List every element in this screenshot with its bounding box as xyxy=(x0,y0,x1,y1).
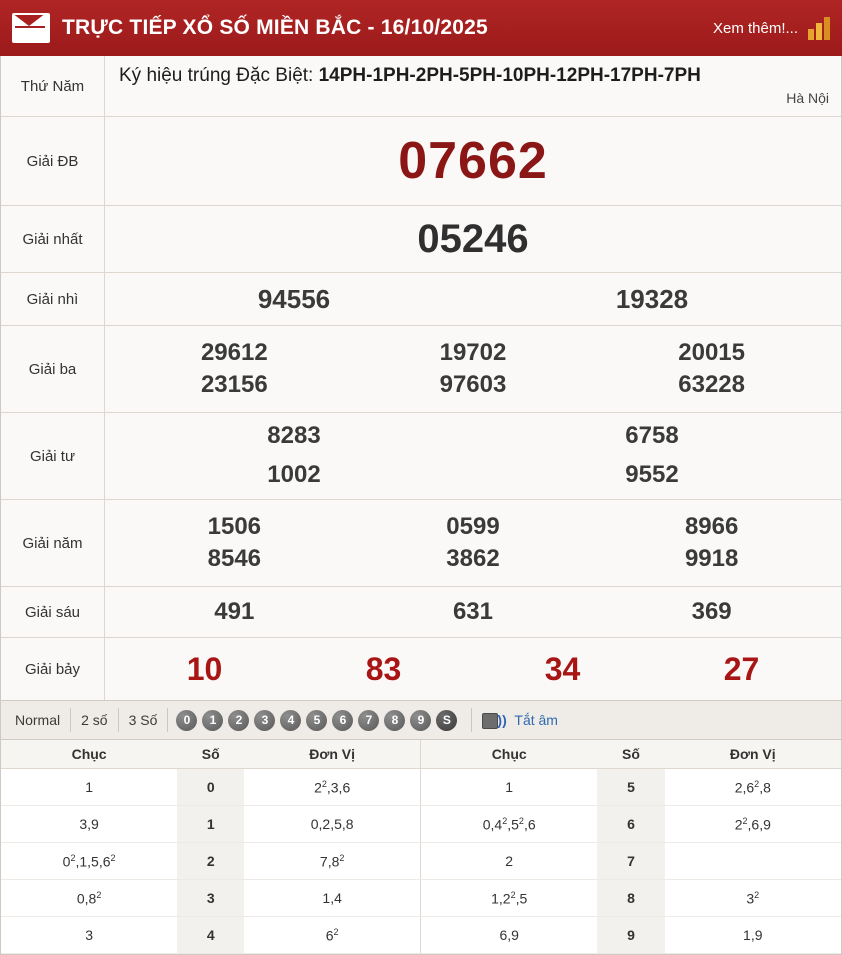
prize-values-seventh xyxy=(105,638,841,700)
prize-values-db xyxy=(105,117,841,205)
special-code-row xyxy=(1,56,841,117)
prize-values-fourth xyxy=(105,413,841,499)
cell-so: 4 xyxy=(177,917,244,954)
prize-number: 05246 xyxy=(417,216,529,261)
prize-values-first xyxy=(105,206,841,272)
app-header xyxy=(0,0,842,56)
prize-number: 8283 xyxy=(267,422,321,450)
prize-label-fifth: Giải năm xyxy=(1,500,105,586)
column-header-chuc: Chục xyxy=(1,740,177,769)
prize-number: 27 xyxy=(723,650,760,687)
mode-normal-button[interactable]: Normal xyxy=(7,708,71,732)
prize-label-seventh: Giải bảy xyxy=(1,638,105,700)
prize-number: 63228 xyxy=(678,371,745,398)
table-row xyxy=(421,806,841,843)
prize-values-second xyxy=(105,273,841,325)
cell-so: 9 xyxy=(597,917,664,954)
prize-number: 0599 xyxy=(446,512,500,540)
prize-row-seventh xyxy=(1,638,841,700)
cell-chuc: $0,8^2$ xyxy=(1,880,177,917)
digit-ball-9[interactable]: 9 xyxy=(410,710,431,731)
cell-chuc: $1,2^2,5$ xyxy=(421,880,597,917)
cell-chuc: 2 xyxy=(421,843,597,880)
digit-ball-7[interactable]: 7 xyxy=(358,710,379,731)
cell-donvi: $6^2$ xyxy=(244,917,420,954)
filter-3-digits-button[interactable]: 3 Số xyxy=(119,708,169,732)
cell-chuc: 6,9 xyxy=(421,917,597,954)
prize-number: 07662 xyxy=(398,132,548,190)
special-code-prefix: Ký hiệu trúng Đặc Biệt: xyxy=(119,65,314,86)
digit-ball-group xyxy=(168,710,465,731)
special-code-values: 14PH-1PH-2PH-5PH-10PH-12PH-17PH-7PH xyxy=(318,65,701,86)
cell-donvi: $2^2,6,9$ xyxy=(665,806,841,843)
cell-so: 1 xyxy=(177,806,244,843)
cell-donvi xyxy=(665,843,841,880)
prize-number: 1002 xyxy=(267,461,321,489)
prize-label-second: Giải nhì xyxy=(1,273,105,325)
cell-so: 7 xyxy=(597,843,664,880)
prize-number: 34 xyxy=(544,650,581,687)
digit-ball-8[interactable]: 8 xyxy=(384,710,405,731)
digit-ball-6[interactable]: 6 xyxy=(332,710,353,731)
table-row xyxy=(421,917,841,954)
table-row xyxy=(421,880,841,917)
cell-so: 3 xyxy=(177,880,244,917)
prize-number: 8546 xyxy=(207,545,262,572)
prize-number: 491 xyxy=(214,598,255,625)
prize-number: 19702 xyxy=(439,338,507,366)
column-header-so: Số xyxy=(177,740,244,769)
cell-so: 2 xyxy=(177,843,244,880)
mute-label: Tắt âm xyxy=(514,712,558,728)
prize-row-db xyxy=(1,117,841,206)
table-row xyxy=(1,843,421,880)
digit-stats-section xyxy=(0,740,842,955)
prize-number: 83 xyxy=(365,650,402,687)
prize-number: 631 xyxy=(452,598,493,625)
digit-ball-s[interactable]: S xyxy=(436,710,457,731)
cell-donvi: 1,4 xyxy=(244,880,420,917)
prize-label-first: Giải nhất xyxy=(1,206,105,272)
prize-number: 94556 xyxy=(257,283,331,314)
cell-donvi: $3^2$ xyxy=(665,880,841,917)
table-row xyxy=(421,769,841,806)
prize-number: 23156 xyxy=(200,371,268,398)
cell-donvi: $2,6^2,8$ xyxy=(665,769,841,806)
results-board xyxy=(0,56,842,700)
filter-toolbar xyxy=(0,700,842,740)
region-label: Hà Nội xyxy=(786,89,829,106)
cell-so: 5 xyxy=(597,769,664,806)
page-title: TRỰC TIẾP XỔ SỐ MIỀN BẮC - 16/10/2025 xyxy=(62,16,488,39)
table-row xyxy=(421,843,841,880)
column-header-so: Số xyxy=(597,740,664,769)
digit-ball-2[interactable]: 2 xyxy=(228,710,249,731)
cell-donvi: 0,2,5,8 xyxy=(244,806,420,843)
cell-chuc: 3,9 xyxy=(1,806,177,843)
column-header-chuc: Chục xyxy=(421,740,597,769)
cell-chuc: $0,4^2,5^2,6$ xyxy=(421,806,597,843)
cell-chuc: 1 xyxy=(421,769,597,806)
cell-so: 6 xyxy=(597,806,664,843)
prize-label-db: Giải ĐB xyxy=(1,117,105,205)
digit-ball-3[interactable]: 3 xyxy=(254,710,275,731)
prize-number: 9552 xyxy=(625,461,679,489)
column-header-donvi: Đơn Vị xyxy=(665,740,841,769)
stats-table-left xyxy=(1,740,421,954)
cell-chuc: 1 xyxy=(1,769,177,806)
prize-row-first xyxy=(1,206,841,273)
stats-table-right xyxy=(421,740,841,954)
prize-number: 97603 xyxy=(439,371,507,398)
see-more-link[interactable]: Xem thêm!... xyxy=(712,19,798,37)
digit-ball-4[interactable]: 4 xyxy=(280,710,301,731)
mute-button[interactable] xyxy=(478,711,558,729)
mail-icon xyxy=(12,13,50,43)
prize-label-third: Giải ba xyxy=(1,326,105,412)
prize-number: 19328 xyxy=(615,283,689,314)
digit-ball-5[interactable]: 5 xyxy=(306,710,327,731)
prize-number: 10 xyxy=(186,650,223,687)
prize-number: 8966 xyxy=(684,512,739,540)
prize-row-fifth xyxy=(1,500,841,587)
table-header-row xyxy=(1,740,421,769)
cell-so: 8 xyxy=(597,880,664,917)
column-header-donvi: Đơn Vị xyxy=(244,740,420,769)
prize-label-sixth: Giải sáu xyxy=(1,587,105,637)
prize-number: 9918 xyxy=(684,545,739,572)
prize-number: 369 xyxy=(691,598,732,625)
prize-row-second xyxy=(1,273,841,326)
prize-values-sixth xyxy=(105,587,841,637)
prize-values-fifth xyxy=(105,500,841,586)
cell-donvi: $7,8^2$ xyxy=(244,843,420,880)
prize-number: 6758 xyxy=(625,422,679,450)
table-row xyxy=(1,880,421,917)
toolbar-divider xyxy=(471,708,472,732)
prize-row-third xyxy=(1,326,841,413)
special-code-body xyxy=(105,56,841,116)
cell-so: 0 xyxy=(177,769,244,806)
prize-values-third xyxy=(105,326,841,412)
prize-row-sixth xyxy=(1,587,841,638)
table-header-row xyxy=(421,740,841,769)
table-row xyxy=(1,806,421,843)
speaker-icon: )) xyxy=(482,711,508,729)
cell-chuc: 3 xyxy=(1,917,177,954)
prize-number: 3862 xyxy=(446,545,500,572)
filter-2-digits-button[interactable]: 2 số xyxy=(71,708,118,732)
special-code-text xyxy=(119,64,829,88)
cell-donvi: $2^2,3,6$ xyxy=(244,769,420,806)
weekday-label: Thứ Năm xyxy=(1,56,105,116)
prize-number: 29612 xyxy=(200,338,268,366)
digit-ball-1[interactable]: 1 xyxy=(202,710,223,731)
table-row xyxy=(1,917,421,954)
prize-number: 20015 xyxy=(678,338,745,366)
digit-ball-0[interactable]: 0 xyxy=(176,710,197,731)
prize-number: 1506 xyxy=(207,512,262,540)
table-row xyxy=(1,769,421,806)
bar-chart-icon[interactable] xyxy=(808,16,830,40)
cell-chuc: $0^2,1,5,6^2$ xyxy=(1,843,177,880)
prize-label-fourth: Giải tư xyxy=(1,413,105,499)
prize-row-fourth xyxy=(1,413,841,500)
cell-donvi: 1,9 xyxy=(665,917,841,954)
